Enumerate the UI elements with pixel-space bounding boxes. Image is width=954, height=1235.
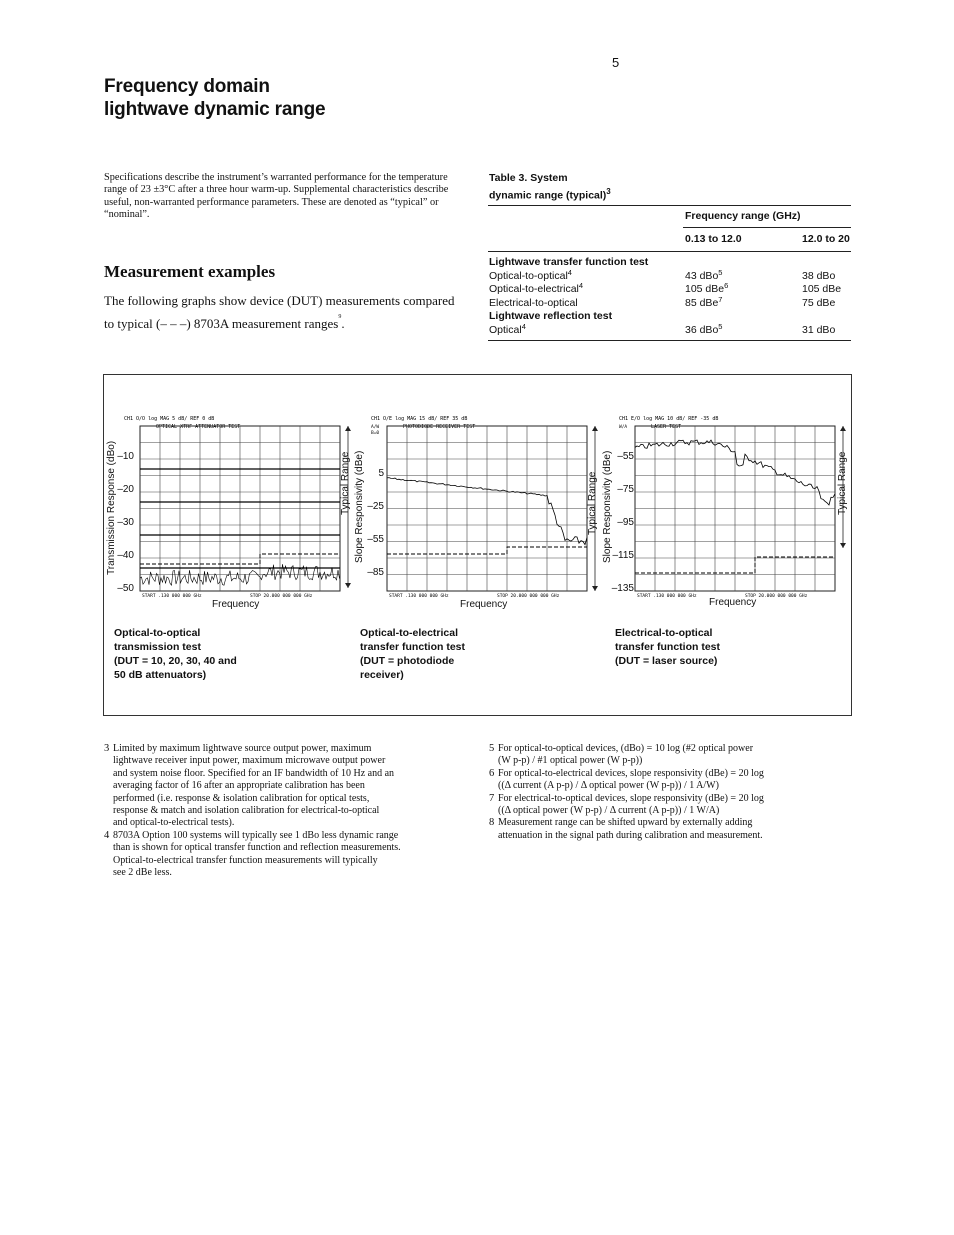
footnote-line: For optical-to-electrical devices, slope responsivity (dBe) = 20 log <box>498 767 764 779</box>
caption-line: receiver) <box>360 669 404 681</box>
screen-marker: B=0 <box>371 431 380 436</box>
screen-subtitle: PHOTODIODE RECEIVER TEST <box>403 424 476 430</box>
row-value-high: 105 dBe <box>802 283 842 295</box>
measurement-graphs-panel <box>103 374 852 716</box>
table-caption-line-2 <box>489 185 611 203</box>
screen-header: CH1 E/O log MAG 10 dB/ REF -35 dB <box>619 416 719 422</box>
screen-subtitle: OPTICAL XTRF ATTENUATOR TEST <box>156 424 241 430</box>
row-value-low: 85 dBe$^7$ <box>685 294 723 309</box>
y-tick-label: –95 <box>617 517 634 528</box>
footnote-number: 6 <box>489 767 495 779</box>
chart3-xlabel: Frequency <box>709 597 757 608</box>
table-caption-text: dynamic range (typical) <box>489 189 607 202</box>
footnote-line: ((Δ current (A p-p) / Δ optical power (W p-p)) / 1 A/W) <box>498 780 719 792</box>
footnote-number: 8 <box>489 817 495 829</box>
footnote-line: ((Δ optical power (W p-p) / Δ current (A p-p)) / 1 W/A) <box>498 805 720 817</box>
page-number: 5 <box>612 55 620 70</box>
y-tick-label: –50 <box>117 583 134 594</box>
y-tick-label: –10 <box>117 451 134 462</box>
screen-start: START .130 000 000 GHz <box>637 594 697 598</box>
caption-line: 50 dB attenuators) <box>114 669 207 681</box>
specification-note: Specifications describe the instrument’s warranted performance for the temperature range of 23 ±3°C after a three hour warm-up. Supplemental characteristics describe useful, non-warranted performance parameters. These are denoted as “typical” or “nominal”. <box>104 172 449 220</box>
row-label: Optical-to-electrical$^4$ <box>489 281 584 295</box>
table-group-header-row <box>488 206 851 227</box>
chart3-caption <box>615 626 720 668</box>
screen-start: START .130 000 000 GHz <box>389 594 449 598</box>
footnote <box>489 817 829 842</box>
footnote-line: and optical-to-electrical tests). <box>113 817 235 829</box>
caption-line: transmission test <box>114 641 201 653</box>
row-label: Optical-to-optical$^4$ <box>489 267 572 282</box>
screen-stop: STOP 20.000 000 000 GHz <box>745 594 808 598</box>
screen-start: START .130 000 000 GHz <box>142 594 202 598</box>
table-caption-ref: 3 <box>606 187 611 196</box>
footnotes-left <box>104 743 464 879</box>
screen-marker: W/A <box>619 425 628 430</box>
table-section-label: Lightwave reflection test <box>489 310 613 322</box>
y-tick-label: –30 <box>117 517 134 528</box>
table-row <box>488 283 851 297</box>
footnote-number: 5 <box>489 743 495 754</box>
chart2-xlabel: Frequency <box>460 599 508 610</box>
caption-line: Electrical-to-optical <box>615 627 713 639</box>
footnote-line: 8703A Option 100 systems will typically see 1 dBo less dynamic range <box>113 829 399 841</box>
table-row <box>488 321 851 338</box>
arrow-up-icon <box>592 426 598 431</box>
caption-line: transfer function test <box>360 641 466 653</box>
footnote-line: Measurement range can be shifted upward by externally adding <box>498 817 753 829</box>
table-group-header: Frequency range (GHz) <box>685 210 801 222</box>
screen-marker: A/W <box>371 425 380 430</box>
table-column-header-row <box>488 227 851 251</box>
screen-subtitle: LASER TEST <box>651 424 682 430</box>
dynamic-range-table <box>488 205 851 341</box>
y-tick-label: –55 <box>617 451 634 462</box>
chart2-plot <box>369 413 599 598</box>
footnote-line: For optical-to-optical devices, (dBo) = 10 log (#2 optical power <box>498 743 754 754</box>
caption-line: transfer function test <box>615 641 721 653</box>
chart2-ylabel: Slope Responsivity (dBe) <box>354 450 365 563</box>
table-caption-line-1: Table 3. System <box>489 172 568 184</box>
chart1-typical-range: Typical Range <box>340 451 351 515</box>
footnote-line: attenuation in the signal path during calibration and measurement. <box>498 829 763 841</box>
table-col-header-2: 12.0 to 20 <box>802 233 850 245</box>
chart2-typical-range: Typical Range <box>587 471 598 535</box>
row-label: Electrical-to-optical <box>489 296 578 309</box>
table-col-header-1: 0.13 to 12.0 <box>685 233 742 245</box>
footnote-line: lightwave receiver input power, maximum microwave output power <box>113 755 386 767</box>
row-value-low: 43 dBo$^5$ <box>685 267 723 282</box>
page-title <box>104 75 325 121</box>
y-tick-label: 5 <box>378 468 384 479</box>
row-value-high: 38 dBo <box>802 269 836 282</box>
footnote-line: performed (i.e. response & isolation calibration for optical tests, <box>113 792 370 804</box>
y-tick-label: –115 <box>612 550 634 561</box>
footnote-line: Optical-to-electrical transfer function measurements will typically <box>113 854 378 866</box>
footnote-line: For electrical-to-optical devices, slope responsivity (dBe) = 20 log <box>498 792 764 804</box>
intro-footnote-ref: 9 <box>338 314 342 320</box>
screen-header: CH1 O/O log MAG 5 dB/ REF 0 dB <box>124 416 215 422</box>
footnote-number: 7 <box>489 792 495 804</box>
row-label: Optical$^4$ <box>489 321 526 336</box>
row-value-low: 36 dBo$^5$ <box>685 321 723 336</box>
section-heading: Measurement examples <box>104 262 276 281</box>
screen-header: CH1 O/E log MAG 15 dB/ REF 35 dB <box>371 416 468 422</box>
intro-period: . <box>341 316 345 331</box>
arrow-down-icon <box>840 543 846 548</box>
intro-text: The following graphs show device (DUT) measurements compared to typical (– – –) 8703A measurement ranges <box>104 293 455 331</box>
footnote-line: Limited by maximum lightwave source output power, maximum <box>113 743 372 754</box>
footnote <box>489 743 829 768</box>
chart1-caption <box>114 626 237 682</box>
table-caption <box>489 172 611 203</box>
arrow-up-icon <box>345 426 351 431</box>
y-tick-label: –55 <box>367 534 384 545</box>
footnote <box>104 743 464 830</box>
caption-line: (DUT = photodiode <box>360 655 455 667</box>
footnotes-right <box>489 743 829 842</box>
caption-line: (DUT = 10, 20, 30, 40 and <box>114 655 237 667</box>
chart2-caption <box>360 626 465 682</box>
row-value-high: 75 dBe <box>802 296 836 309</box>
chart3-plot <box>617 413 847 598</box>
y-tick-label: –85 <box>367 567 384 578</box>
arrow-up-icon <box>840 426 846 431</box>
footnote <box>489 793 829 818</box>
chart3-typical-range: Typical Range <box>837 451 848 515</box>
arrow-down-icon <box>592 586 598 591</box>
chart1-xlabel: Frequency <box>212 599 260 610</box>
footnote-line: than is shown for optical transfer function and reflection measurements. <box>113 842 401 854</box>
title-line-2: lightwave dynamic range <box>104 99 326 120</box>
table-section-label: Lightwave transfer function test <box>489 256 649 268</box>
table-section-reflection <box>488 310 851 324</box>
screen-stop: STOP 20.000 000 000 GHz <box>250 594 313 598</box>
chart1-ylabel: Transmission Response (dBo) <box>106 440 117 575</box>
footnote-line: averaging factor of 16 after an appropriate calibration has been <box>113 780 365 792</box>
footnote-line: and system noise floor. Specified for an IF bandwidth of 10 Hz and an <box>113 767 395 779</box>
caption-line: Optical-to-electrical <box>360 627 459 639</box>
caption-line: (DUT = laser source) <box>615 655 718 667</box>
footnote-number: 3 <box>104 743 110 754</box>
table-section-transfer <box>488 256 851 270</box>
table-row <box>488 267 851 284</box>
y-tick-label: –40 <box>117 550 134 561</box>
chart1-plot <box>122 413 352 598</box>
screen-stop: STOP 20.000 000 000 GHz <box>497 594 560 598</box>
caption-line: Optical-to-optical <box>114 627 201 639</box>
arrow-down-icon <box>345 583 351 588</box>
y-tick-label: –135 <box>611 583 634 594</box>
intro-paragraph <box>104 292 464 332</box>
y-tick-label: –20 <box>117 484 134 495</box>
table-row <box>488 294 851 311</box>
title-line-1: Frequency domain <box>104 76 270 97</box>
row-value-low: 105 dBe$^6$ <box>685 281 729 295</box>
y-tick-label: –75 <box>617 484 634 495</box>
footnote <box>489 768 829 793</box>
footnote-line: (W p-p) / #1 optical power (W p-p)) <box>498 755 643 767</box>
footnote <box>104 830 464 880</box>
footnote-line: response & match and isolation calibration for electrical-to-optical <box>113 805 380 817</box>
row-value-high: 31 dBo <box>802 323 836 336</box>
y-tick-label: –25 <box>367 501 384 512</box>
footnote-line: see 2 dBe less. <box>113 867 172 879</box>
footnote-number: 4 <box>104 829 110 841</box>
chart3-ylabel: Slope Responsivity (dBe) <box>602 450 613 563</box>
